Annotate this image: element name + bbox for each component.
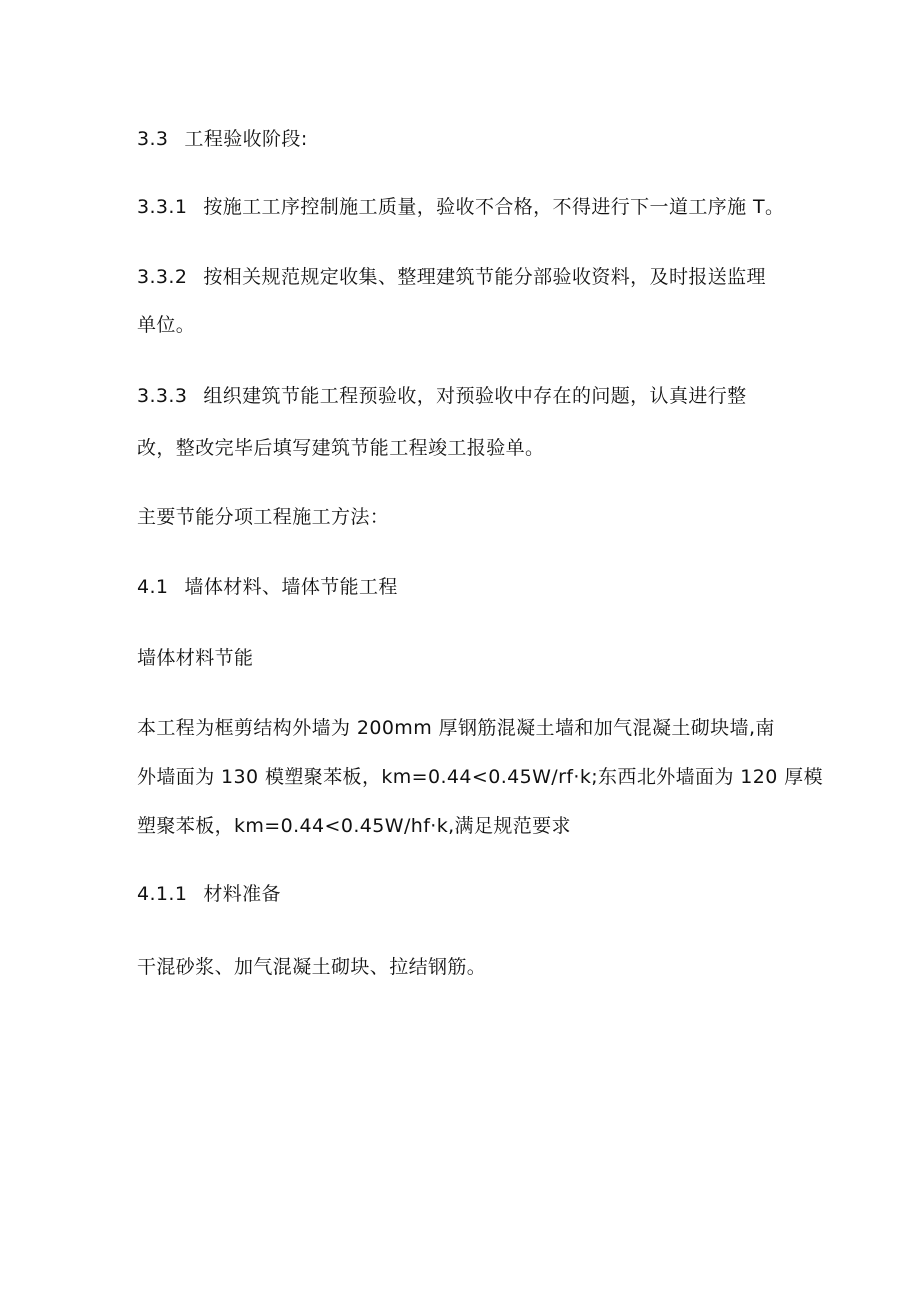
section-text: 按相关规范规定收集、整理建筑节能分部验收资料，及时报送监理 (203, 266, 766, 288)
subheading: 墙体材料节能 (137, 647, 254, 669)
section-title: 工程验收阶段: (184, 128, 308, 150)
section-3-3-1 (137, 195, 784, 219)
section-4-1 (137, 575, 398, 599)
materials-list: 干混砂浆、加气混凝土砌块、拉结钢筋。 (137, 956, 487, 978)
section-number: 4.1.1 (137, 883, 188, 905)
section-text: 组织建筑节能工程预验收，对预验收中存在的问题，认真进行整 (203, 385, 747, 407)
paragraph-line-1: 本工程为框剪结构外墙为 200mm 厚钢筋混凝土墙和加气混凝土砌块墙,南 (137, 717, 775, 739)
section-number: 3.3 (137, 128, 169, 150)
section-4-1-1 (137, 882, 281, 906)
section-number: 3.3.2 (137, 266, 188, 288)
main-heading: 主要节能分项工程施工方法： (137, 506, 390, 528)
section-number: 3.3.1 (137, 196, 188, 218)
section-3-3-2-line-2: 单位。 (137, 314, 196, 336)
section-text: 按施工工序控制施工质量，验收不合格，不得进行下一道工序施 T。 (203, 196, 785, 218)
section-3-3-3-line-1 (137, 384, 747, 408)
section-number: 4.1 (137, 576, 169, 598)
section-title: 墙体材料、墙体节能工程 (184, 576, 398, 598)
section-number: 3.3.3 (137, 385, 188, 407)
section-3-3-3-line-2: 改，整改完毕后填写建筑节能工程竣工报验单。 (137, 437, 545, 459)
section-3-3-2-line-1 (137, 265, 766, 289)
section-title: 材料准备 (203, 883, 281, 905)
paragraph-line-2: 外墙面为 130 模塑聚苯板，km=0.44<0.45W/rf·k;东西北外墙面为 120 厚模 (137, 766, 823, 788)
section-3-3 (137, 127, 308, 151)
paragraph-line-3: 塑聚苯板，km=0.44<0.45W/hf·k,满足规范要求 (137, 815, 571, 837)
